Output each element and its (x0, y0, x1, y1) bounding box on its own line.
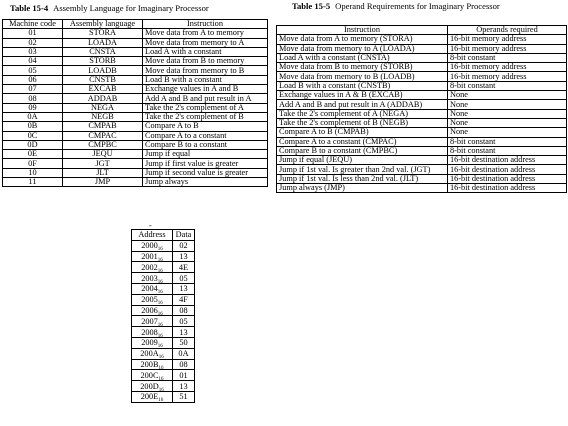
hex-subscript: 16 (158, 355, 164, 360)
table-row (277, 137, 567, 146)
assembly-mnemonic-cell: JEQU (63, 150, 143, 159)
instruction-cell: Jump if first value is greater (143, 159, 268, 168)
operands-cell: 8-bit constant (448, 53, 567, 62)
table-row (277, 53, 567, 62)
address-value: 2008 (141, 327, 158, 337)
address-cell (132, 305, 173, 316)
data-cell: 13 (173, 251, 195, 262)
data-cell: 0A (173, 348, 195, 359)
data-cell: 13 (173, 381, 195, 392)
assembly-mnemonic-cell: LOADB (63, 66, 143, 75)
table-15-4-caption (10, 3, 209, 13)
address-cell (132, 273, 173, 284)
address-cell (132, 359, 173, 370)
address-cell (132, 262, 173, 273)
operands-cell: None (448, 91, 567, 100)
table-row (277, 44, 567, 53)
operands-cell: 16-bit destination address (448, 165, 567, 174)
machine-code-cell: 01 (3, 29, 63, 38)
instruction-cell: Move data from A to memory (143, 29, 268, 38)
column-header: Machine code (3, 20, 63, 29)
table-row (3, 85, 268, 94)
table-row (277, 118, 567, 127)
machine-code-cell: 08 (3, 94, 63, 103)
instruction-cell: Compare A to a constant (143, 131, 268, 140)
hex-subscript: 16 (157, 301, 163, 306)
table-row (132, 240, 195, 251)
instruction-cell: Move data from B to memory (STORB) (277, 63, 448, 72)
mark-decoration: - (149, 221, 152, 230)
assembly-mnemonic-cell: JLT (63, 168, 143, 177)
table-row (3, 94, 268, 103)
address-value: 2009 (141, 338, 158, 348)
column-header: Data (173, 230, 195, 241)
hex-subscript: 16 (157, 268, 163, 273)
address-value: 200C (140, 370, 159, 380)
assembly-mnemonic-cell: CMPAC (63, 131, 143, 140)
assembly-mnemonic-cell: NEGA (63, 103, 143, 112)
operand-requirements-table (276, 25, 567, 193)
operands-cell: None (448, 100, 567, 109)
operands-cell: 16-bit destination address (448, 184, 567, 193)
table-row (3, 140, 268, 149)
hex-subscript: 16 (157, 311, 163, 316)
table-row (3, 38, 268, 47)
assembly-mnemonic-cell: ADDAB (63, 94, 143, 103)
machine-code-cell: 0E (3, 150, 63, 159)
assembly-mnemonic-cell: JMP (63, 178, 143, 187)
data-cell: 05 (173, 273, 195, 284)
address-cell (132, 251, 173, 262)
table-header-row (3, 20, 268, 29)
address-value: 200E (140, 392, 159, 402)
table-15-4-title: Assembly Language for Imaginary Processor (53, 3, 209, 13)
instruction-cell: Compare B to a constant (CMPBC) (277, 146, 448, 155)
address-value: 2006 (141, 305, 158, 315)
operands-cell: 16-bit memory address (448, 44, 567, 53)
instruction-cell: Jump if equal (143, 150, 268, 159)
address-cell (132, 283, 173, 294)
address-cell (132, 240, 173, 251)
instruction-cell: Jump always (143, 178, 268, 187)
instruction-cell: Move data from memory to B (LOADB) (277, 72, 448, 81)
assembly-mnemonic-cell: CMPBC (63, 140, 143, 149)
machine-code-cell: 11 (3, 178, 63, 187)
address-value: 2002 (141, 262, 158, 272)
address-value: 2004 (141, 284, 158, 294)
table-row (3, 66, 268, 75)
data-cell: 08 (173, 359, 195, 370)
assembly-mnemonic-cell: CNSTB (63, 75, 143, 84)
table-row (277, 156, 567, 165)
column-header: Address (132, 230, 173, 241)
assembly-mnemonic-cell: LOADA (63, 38, 143, 47)
table-row (3, 122, 268, 131)
instruction-cell: Move data from memory to B (143, 66, 268, 75)
address-cell (132, 348, 173, 359)
instruction-cell: Jump if second value is greater (143, 168, 268, 177)
data-cell: 13 (173, 283, 195, 294)
table-15-5-caption (292, 1, 500, 11)
table-row (3, 29, 268, 38)
table-row (3, 57, 268, 66)
instruction-cell: Exchange values in A & B (EXCAB) (277, 91, 448, 100)
table-row (132, 370, 195, 381)
data-cell: 05 (173, 316, 195, 327)
machine-code-cell: 0D (3, 140, 63, 149)
table-row (132, 327, 195, 338)
machine-code-cell: 02 (3, 38, 63, 47)
assembly-language-table (2, 19, 268, 187)
machine-code-cell: 04 (3, 57, 63, 66)
instruction-cell: Compare A to a constant (CMPAC) (277, 137, 448, 146)
table-header-row (132, 230, 195, 241)
table-row (132, 316, 195, 327)
operands-cell: 8-bit constant (448, 81, 567, 90)
instruction-cell: Add A and B and put result in A (ADDAB) (277, 100, 448, 109)
instruction-cell: Move data from A to memory (STORA) (277, 35, 448, 44)
operands-cell: 16-bit destination address (448, 174, 567, 183)
machine-code-cell: 05 (3, 66, 63, 75)
address-value: 200A (140, 349, 159, 359)
table-row (277, 81, 567, 90)
table-row (3, 103, 268, 112)
machine-code-cell: 09 (3, 103, 63, 112)
table-row (132, 348, 195, 359)
machine-code-cell: 0F (3, 159, 63, 168)
operands-cell: 16-bit memory address (448, 35, 567, 44)
table-row (132, 273, 195, 284)
operands-cell: None (448, 128, 567, 137)
address-value: 200B (140, 359, 159, 369)
table-header-row (277, 26, 567, 35)
instruction-cell: Add A and B and put result in A (143, 94, 268, 103)
data-cell: 08 (173, 305, 195, 316)
table-row (132, 294, 195, 305)
operands-cell: 8-bit constant (448, 137, 567, 146)
operands-cell: None (448, 109, 567, 118)
address-value: 200D (140, 381, 159, 391)
instruction-cell: Take the 2's complement of B (NEGB) (277, 118, 448, 127)
operands-cell: 16-bit memory address (448, 63, 567, 72)
instruction-cell: Load A with a constant (CNSTA) (277, 53, 448, 62)
hex-subscript: 16 (157, 290, 163, 295)
hex-subscript: 16 (157, 247, 163, 252)
table-row (132, 337, 195, 348)
instruction-cell: Take the 2's complement of A (NEGA) (277, 109, 448, 118)
machine-code-cell: 0A (3, 112, 63, 121)
address-cell (132, 370, 173, 381)
address-value: 2007 (141, 316, 158, 326)
data-cell: 4E (173, 262, 195, 273)
table-row (132, 305, 195, 316)
instruction-cell: Take the 2's complement of B (143, 112, 268, 121)
instruction-cell: Jump if equal (JEQU) (277, 156, 448, 165)
data-cell: 4F (173, 294, 195, 305)
instruction-cell: Compare A to B (CMPAB) (277, 128, 448, 137)
instruction-cell: Take the 2's complement of A (143, 103, 268, 112)
instruction-cell: Exchange values in A and B (143, 85, 268, 94)
table-15-5-label: Table 15-5 (292, 1, 331, 11)
hex-subscript: 16 (157, 279, 163, 284)
assembly-mnemonic-cell: STORA (63, 29, 143, 38)
data-cell: 13 (173, 327, 195, 338)
table-row (3, 159, 268, 168)
table-row (277, 174, 567, 183)
instruction-cell: Load B with a constant (CNSTB) (277, 81, 448, 90)
column-header: Instruction (277, 26, 448, 35)
address-cell (132, 391, 173, 402)
table-row (3, 178, 268, 187)
table-row (132, 359, 195, 370)
hex-subscript: 16 (157, 333, 163, 338)
table-row (3, 131, 268, 140)
instruction-cell: Move data from memory to A (LOADA) (277, 44, 448, 53)
table-row (277, 72, 567, 81)
assembly-mnemonic-cell: NEGB (63, 112, 143, 121)
data-cell: 51 (173, 391, 195, 402)
instruction-cell: Load A with a constant (143, 47, 268, 56)
machine-code-cell: 0C (3, 131, 63, 140)
table-row (3, 47, 268, 56)
address-cell (132, 294, 173, 305)
machine-code-cell: 03 (3, 47, 63, 56)
data-cell: 02 (173, 240, 195, 251)
address-cell (132, 381, 173, 392)
table-row (132, 283, 195, 294)
operands-cell: 16-bit destination address (448, 156, 567, 165)
instruction-cell: Jump if 1st val. Is greater than 2nd val. (JGT) (277, 165, 448, 174)
data-cell: 01 (173, 370, 195, 381)
table-row (3, 75, 268, 84)
hex-subscript: 16 (158, 387, 164, 392)
address-cell (132, 327, 173, 338)
machine-code-cell: 0B (3, 122, 63, 131)
column-header: Instruction (143, 20, 268, 29)
machine-code-cell: 07 (3, 85, 63, 94)
column-header: Assembly language (63, 20, 143, 29)
address-value: 2001 (141, 251, 158, 261)
machine-code-cell: 10 (3, 168, 63, 177)
instruction-cell: Jump if 1st val. Is less than 2nd val. (JLT) (277, 174, 448, 183)
table-row (277, 91, 567, 100)
address-value: 2003 (141, 273, 158, 283)
table-row (3, 112, 268, 121)
table-row (277, 35, 567, 44)
hex-subscript: 16 (157, 322, 163, 327)
instruction-cell: Move data from B to memory (143, 57, 268, 66)
table-row (277, 165, 567, 174)
address-value: 2005 (141, 295, 158, 305)
table-row (132, 391, 195, 402)
table-row (3, 168, 268, 177)
table-15-5-title: Operand Requirements for Imaginary Processor (335, 1, 500, 11)
operands-cell: 8-bit constant (448, 146, 567, 155)
hex-subscript: 16 (158, 398, 164, 403)
assembly-mnemonic-cell: STORB (63, 57, 143, 66)
table-row (277, 109, 567, 118)
address-value: 2000 (141, 241, 158, 251)
assembly-mnemonic-cell: EXCAB (63, 85, 143, 94)
instruction-cell: Load B with a constant (143, 75, 268, 84)
address-cell (132, 337, 173, 348)
hex-subscript: 16 (158, 376, 164, 381)
table-row (277, 128, 567, 137)
address-cell (132, 316, 173, 327)
hex-subscript: 16 (158, 365, 164, 370)
hex-subscript: 16 (157, 257, 163, 262)
instruction-cell: Compare A to B (143, 122, 268, 131)
hex-subscript: 16 (157, 344, 163, 349)
instruction-cell: Compare B to a constant (143, 140, 268, 149)
table-row (277, 146, 567, 155)
table-row (132, 251, 195, 262)
table-row (132, 381, 195, 392)
data-cell: 50 (173, 337, 195, 348)
column-header: Operands required (448, 26, 567, 35)
operands-cell: None (448, 118, 567, 127)
assembly-mnemonic-cell: JGT (63, 159, 143, 168)
table-row (277, 184, 567, 193)
table-row (277, 100, 567, 109)
table-row (277, 63, 567, 72)
instruction-cell: Move data from memory to A (143, 38, 268, 47)
assembly-mnemonic-cell: CMPAB (63, 122, 143, 131)
assembly-mnemonic-cell: CNSTA (63, 47, 143, 56)
instruction-cell: Jump always (JMP) (277, 184, 448, 193)
table-row (3, 150, 268, 159)
table-row (132, 262, 195, 273)
operands-cell: 16-bit memory address (448, 72, 567, 81)
machine-code-cell: 06 (3, 75, 63, 84)
table-15-4-label: Table 15-4 (10, 3, 49, 13)
memory-contents-table (131, 229, 195, 403)
